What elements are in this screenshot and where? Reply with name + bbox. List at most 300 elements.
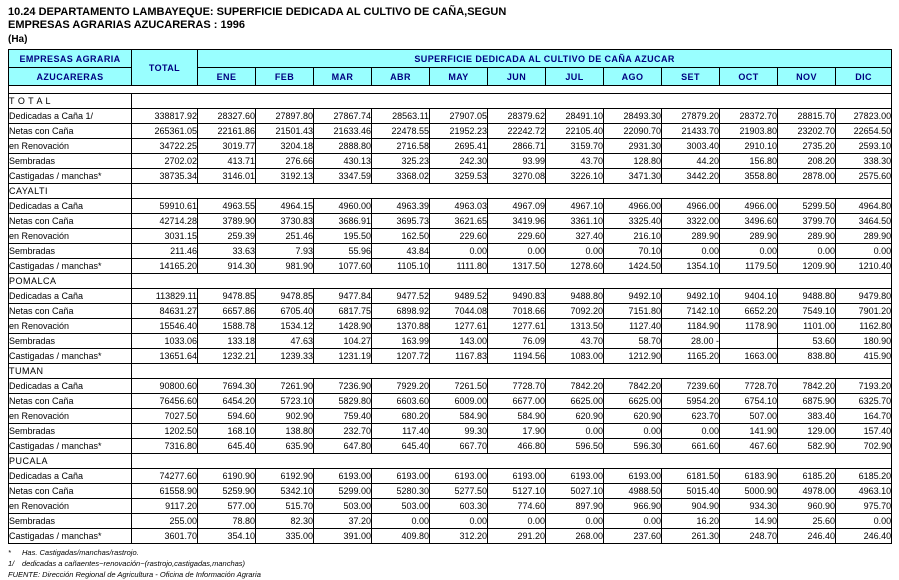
row-value-ene: 28327.60 — [198, 109, 256, 124]
group-label-total: T O T A L — [9, 94, 132, 109]
row-value-jun: 93.99 — [488, 154, 546, 169]
row-value-feb: 1534.12 — [256, 319, 314, 334]
row-value-set: 261.30 — [662, 529, 720, 544]
row-value-total: 61558.90 — [132, 484, 198, 499]
row-value-total: 74277.60 — [132, 469, 198, 484]
row-value-dic: 3464.50 — [836, 214, 892, 229]
header-month-mar: MAR — [314, 68, 372, 86]
row-value-ago: 0.00 — [604, 514, 662, 529]
row-value-jul: 9488.80 — [546, 289, 604, 304]
row-value-nov: 0.00 — [778, 244, 836, 259]
row-value-total: 90800.60 — [132, 379, 198, 394]
row-value-oct: 1663.00 — [720, 349, 778, 364]
row-value-feb: 515.70 — [256, 499, 314, 514]
row-value-mar: 27867.74 — [314, 109, 372, 124]
row-value-dic: 1210.40 — [836, 259, 892, 274]
row-value-jun: 28379.62 — [488, 109, 546, 124]
group-heading-row — [9, 454, 892, 469]
row-value-jul: 268.00 — [546, 529, 604, 544]
row-label: Netas con Caña — [9, 214, 132, 229]
header-month-abr: ABR — [372, 68, 430, 86]
row-value-jun: 466.80 — [488, 439, 546, 454]
row-value-ago: 620.90 — [604, 409, 662, 424]
data-table — [8, 49, 892, 544]
row-value-dic: 157.40 — [836, 424, 892, 439]
row-value-jun: 76.09 — [488, 334, 546, 349]
row-value-nov: 1209.90 — [778, 259, 836, 274]
row-value-total: 3601.70 — [132, 529, 198, 544]
row-value-total: 42714.28 — [132, 214, 198, 229]
row-value-nov: 53.60 — [778, 334, 836, 349]
table-row — [9, 319, 892, 334]
row-value-nov: 6875.90 — [778, 394, 836, 409]
table-row — [9, 439, 892, 454]
table-row — [9, 484, 892, 499]
table-row — [9, 169, 892, 184]
row-value-dic: 0.00 — [836, 244, 892, 259]
group-label-pucala: PUCALA — [9, 454, 132, 469]
row-value-ene: 33.63 — [198, 244, 256, 259]
row-value-may: 242.30 — [430, 154, 488, 169]
row-value-total: 13651.64 — [132, 349, 198, 364]
table-row — [9, 514, 892, 529]
group-fill — [132, 184, 892, 199]
header-month-oct: OCT — [720, 68, 778, 86]
row-value-oct: 289.90 — [720, 229, 778, 244]
table-row — [9, 349, 892, 364]
row-value-set: 21433.70 — [662, 124, 720, 139]
row-value-set: 9492.10 — [662, 289, 720, 304]
row-value-may: 312.20 — [430, 529, 488, 544]
row-value-total: 76456.60 — [132, 394, 198, 409]
row-label: Netas con Caña — [9, 124, 132, 139]
row-value-ago: 6625.00 — [604, 394, 662, 409]
row-value-jun: 229.60 — [488, 229, 546, 244]
row-value-ene: 9478.85 — [198, 289, 256, 304]
row-value-abr: 3695.73 — [372, 214, 430, 229]
row-value-oct: 6652.20 — [720, 304, 778, 319]
row-value-oct: 507.00 — [720, 409, 778, 424]
row-label: Netas con Caña — [9, 484, 132, 499]
header-col-empresas: EMPRESAS AGRARIA — [9, 50, 132, 68]
row-value-jul: 1083.00 — [546, 349, 604, 364]
row-value-dic: 2593.10 — [836, 139, 892, 154]
row-value-feb: 335.00 — [256, 529, 314, 544]
row-value-jul: 6625.00 — [546, 394, 604, 409]
row-value-may: 584.90 — [430, 409, 488, 424]
table-row — [9, 109, 892, 124]
row-value-abr: 503.00 — [372, 499, 430, 514]
row-value-jul: 1278.60 — [546, 259, 604, 274]
row-value-set: 6181.50 — [662, 469, 720, 484]
spacer-cell — [9, 86, 892, 94]
row-value-ene: 1588.78 — [198, 319, 256, 334]
table-row — [9, 139, 892, 154]
row-value-jun: 17.90 — [488, 424, 546, 439]
row-value-set: 661.60 — [662, 439, 720, 454]
row-value-dic: 6185.20 — [836, 469, 892, 484]
row-value-jun: 774.60 — [488, 499, 546, 514]
row-value-may: 7261.50 — [430, 379, 488, 394]
row-value-may: 6009.00 — [430, 394, 488, 409]
row-value-dic: 702.90 — [836, 439, 892, 454]
row-value-ene: 1232.21 — [198, 349, 256, 364]
row-value-ago: 4988.50 — [604, 484, 662, 499]
row-value-nov: 5299.50 — [778, 199, 836, 214]
row-value-nov: 7549.10 — [778, 304, 836, 319]
row-value-oct: 1178.90 — [720, 319, 778, 334]
row-label: Sembradas — [9, 154, 132, 169]
row-value-abr: 28563.11 — [372, 109, 430, 124]
row-value-abr: 645.40 — [372, 439, 430, 454]
row-value-jul: 3159.70 — [546, 139, 604, 154]
row-value-abr: 5280.30 — [372, 484, 430, 499]
row-value-feb: 5723.10 — [256, 394, 314, 409]
table-row — [9, 334, 892, 349]
row-value-nov: 289.90 — [778, 229, 836, 244]
row-label: Dedicadas a Caña — [9, 379, 132, 394]
row-value-oct: 1179.50 — [720, 259, 778, 274]
row-value-mar: 430.13 — [314, 154, 372, 169]
row-value-jul: 43.70 — [546, 334, 604, 349]
row-value-set: 5954.20 — [662, 394, 720, 409]
row-value-set: 28.00 - — [662, 334, 720, 349]
row-value-jun: 0.00 — [488, 514, 546, 529]
table-row — [9, 124, 892, 139]
row-value-feb: 1239.33 — [256, 349, 314, 364]
row-value-jul: 620.90 — [546, 409, 604, 424]
row-value-ago: 2931.30 — [604, 139, 662, 154]
row-value-ene: 5259.90 — [198, 484, 256, 499]
row-value-feb: 138.80 — [256, 424, 314, 439]
row-value-nov: 960.90 — [778, 499, 836, 514]
row-value-oct: 9404.10 — [720, 289, 778, 304]
row-value-abr: 117.40 — [372, 424, 430, 439]
row-value-oct: 248.70 — [720, 529, 778, 544]
table-row — [9, 469, 892, 484]
row-value-dic: 1162.80 — [836, 319, 892, 334]
row-value-mar: 2888.80 — [314, 139, 372, 154]
row-value-mar: 5829.80 — [314, 394, 372, 409]
group-fill — [132, 274, 892, 289]
table-row — [9, 154, 892, 169]
row-value-nov: 25.60 — [778, 514, 836, 529]
header-month-ago: AGO — [604, 68, 662, 86]
row-value-mar: 7236.90 — [314, 379, 372, 394]
row-value-feb: 902.90 — [256, 409, 314, 424]
row-value-abr: 680.20 — [372, 409, 430, 424]
row-value-dic: 180.90 — [836, 334, 892, 349]
row-value-mar: 6817.75 — [314, 304, 372, 319]
row-label: Netas con Caña — [9, 304, 132, 319]
row-value-abr: 22478.55 — [372, 124, 430, 139]
table-row — [9, 409, 892, 424]
group-fill — [132, 454, 892, 469]
row-value-nov: 383.40 — [778, 409, 836, 424]
row-value-abr: 6898.92 — [372, 304, 430, 319]
row-value-dic: 27823.00 — [836, 109, 892, 124]
table-row — [9, 529, 892, 544]
row-value-dic: 2575.60 — [836, 169, 892, 184]
table-body — [9, 86, 892, 544]
row-value-abr: 4963.39 — [372, 199, 430, 214]
row-value-oct: 6183.90 — [720, 469, 778, 484]
row-value-feb: 4964.15 — [256, 199, 314, 214]
row-value-set: 7239.60 — [662, 379, 720, 394]
row-value-ene: 168.10 — [198, 424, 256, 439]
footnote-asterisk-text: Has. Castigadas/manchas/rastrojo. — [22, 548, 139, 557]
row-value-ago: 3471.30 — [604, 169, 662, 184]
header-month-jun: JUN — [488, 68, 546, 86]
header-col-total: TOTAL — [132, 50, 198, 86]
row-label: en Renovación — [9, 229, 132, 244]
row-value-ene: 3146.01 — [198, 169, 256, 184]
row-value-abr: 6193.00 — [372, 469, 430, 484]
row-label: Sembradas — [9, 514, 132, 529]
row-value-total: 211.46 — [132, 244, 198, 259]
row-value-feb: 5342.10 — [256, 484, 314, 499]
row-value-ene: 4963.55 — [198, 199, 256, 214]
row-value-ago: 9492.10 — [604, 289, 662, 304]
row-value-may: 2695.41 — [430, 139, 488, 154]
row-value-may: 5277.50 — [430, 484, 488, 499]
row-value-abr: 1105.10 — [372, 259, 430, 274]
row-value-nov: 1101.00 — [778, 319, 836, 334]
row-value-set: 1184.90 — [662, 319, 720, 334]
row-value-oct: 2910.10 — [720, 139, 778, 154]
row-value-ene: 594.60 — [198, 409, 256, 424]
row-value-may: 603.30 — [430, 499, 488, 514]
row-value-mar: 104.27 — [314, 334, 372, 349]
row-value-total: 3031.15 — [132, 229, 198, 244]
row-label: Sembradas — [9, 334, 132, 349]
row-value-oct: 14.90 — [720, 514, 778, 529]
row-value-jun: 9490.83 — [488, 289, 546, 304]
row-label: Sembradas — [9, 424, 132, 439]
table-row — [9, 214, 892, 229]
row-value-may: 21952.23 — [430, 124, 488, 139]
row-value-abr: 43.84 — [372, 244, 430, 259]
row-value-total: 7316.80 — [132, 439, 198, 454]
row-label: Castigadas / manchas* — [9, 349, 132, 364]
row-value-oct: 3496.60 — [720, 214, 778, 229]
row-value-jul: 4967.10 — [546, 199, 604, 214]
row-value-set: 623.70 — [662, 409, 720, 424]
row-value-jul: 5027.10 — [546, 484, 604, 499]
row-value-total: 59910.61 — [132, 199, 198, 214]
table-header — [9, 50, 892, 86]
row-value-feb: 47.63 — [256, 334, 314, 349]
row-label: en Renovación — [9, 319, 132, 334]
row-value-may: 6193.00 — [430, 469, 488, 484]
row-value-total: 338817.92 — [132, 109, 198, 124]
row-value-ene: 6657.86 — [198, 304, 256, 319]
row-value-set: 1354.10 — [662, 259, 720, 274]
row-value-dic: 246.40 — [836, 529, 892, 544]
row-value-dic: 4964.80 — [836, 199, 892, 214]
row-value-ene: 22161.86 — [198, 124, 256, 139]
row-value-nov: 6185.20 — [778, 469, 836, 484]
row-value-ago: 596.30 — [604, 439, 662, 454]
row-label: Castigadas / manchas* — [9, 529, 132, 544]
row-value-abr: 1207.72 — [372, 349, 430, 364]
row-value-ene: 6454.20 — [198, 394, 256, 409]
row-value-set: 5015.40 — [662, 484, 720, 499]
row-value-ago: 237.60 — [604, 529, 662, 544]
header-month-ene: ENE — [198, 68, 256, 86]
row-value-jul: 7092.20 — [546, 304, 604, 319]
row-label: Sembradas — [9, 244, 132, 259]
row-value-ago: 7842.20 — [604, 379, 662, 394]
row-value-jul: 0.00 — [546, 244, 604, 259]
row-value-mar: 232.70 — [314, 424, 372, 439]
row-value-nov: 28815.70 — [778, 109, 836, 124]
row-value-feb: 276.66 — [256, 154, 314, 169]
row-value-jun: 2866.71 — [488, 139, 546, 154]
row-value-oct: 7728.70 — [720, 379, 778, 394]
row-value-ago: 1127.40 — [604, 319, 662, 334]
spacer-row — [9, 86, 892, 94]
row-value-dic: 7901.20 — [836, 304, 892, 319]
row-value-jul: 3226.10 — [546, 169, 604, 184]
row-value-ago: 70.10 — [604, 244, 662, 259]
row-value-feb: 635.90 — [256, 439, 314, 454]
row-label: en Renovación — [9, 499, 132, 514]
row-value-total: 84631.27 — [132, 304, 198, 319]
row-value-dic: 6325.70 — [836, 394, 892, 409]
row-value-may: 4963.03 — [430, 199, 488, 214]
row-value-oct: 156.80 — [720, 154, 778, 169]
row-value-jun: 291.20 — [488, 529, 546, 544]
row-value-jul: 43.70 — [546, 154, 604, 169]
row-value-set: 0.00 — [662, 244, 720, 259]
row-value-nov: 208.20 — [778, 154, 836, 169]
row-value-dic: 7193.20 — [836, 379, 892, 394]
row-value-mar: 6193.00 — [314, 469, 372, 484]
group-label-tuman: TUMAN — [9, 364, 132, 379]
row-value-ago: 6193.00 — [604, 469, 662, 484]
row-label: Dedicadas a Caña 1/ — [9, 109, 132, 124]
row-value-set: 27879.20 — [662, 109, 720, 124]
row-value-ago: 7151.80 — [604, 304, 662, 319]
row-value-dic: 415.90 — [836, 349, 892, 364]
group-label-cayalti: CAYALTI — [9, 184, 132, 199]
row-value-jul: 897.90 — [546, 499, 604, 514]
row-value-total: 1202.50 — [132, 424, 198, 439]
row-value-mar: 21633.46 — [314, 124, 372, 139]
row-value-ene: 133.18 — [198, 334, 256, 349]
header-col-azucareras: AZUCARERAS — [9, 68, 132, 86]
row-value-set: 3442.20 — [662, 169, 720, 184]
row-value-ago: 28493.30 — [604, 109, 662, 124]
row-value-feb: 3192.13 — [256, 169, 314, 184]
row-value-oct: 141.90 — [720, 424, 778, 439]
row-value-nov: 246.40 — [778, 529, 836, 544]
row-value-jul: 1313.50 — [546, 319, 604, 334]
row-value-mar: 4960.00 — [314, 199, 372, 214]
page-title — [8, 6, 891, 32]
row-label: Castigadas / manchas* — [9, 439, 132, 454]
row-value-jun: 0.00 — [488, 244, 546, 259]
row-value-may: 99.30 — [430, 424, 488, 439]
row-value-may: 3621.65 — [430, 214, 488, 229]
title-line-1: 10.24 DEPARTAMENTO LAMBAYEQUE: SUPERFICIE DEDICADA AL CULTIVO DE CAÑA,SEGUN — [8, 6, 507, 18]
row-value-dic: 0.00 — [836, 514, 892, 529]
row-value-mar: 55.96 — [314, 244, 372, 259]
row-value-ene: 78.80 — [198, 514, 256, 529]
row-value-abr: 6603.60 — [372, 394, 430, 409]
row-value-mar: 391.00 — [314, 529, 372, 544]
row-value-nov: 9488.80 — [778, 289, 836, 304]
row-value-oct: 21903.80 — [720, 124, 778, 139]
row-value-may: 667.70 — [430, 439, 488, 454]
table-row — [9, 424, 892, 439]
row-value-ene: 354.10 — [198, 529, 256, 544]
table-row — [9, 244, 892, 259]
row-value-jun: 584.90 — [488, 409, 546, 424]
row-value-total: 1033.06 — [132, 334, 198, 349]
row-value-jun: 3270.08 — [488, 169, 546, 184]
row-value-feb: 251.46 — [256, 229, 314, 244]
row-value-total: 7027.50 — [132, 409, 198, 424]
row-value-total: 15546.40 — [132, 319, 198, 334]
row-value-feb: 6705.40 — [256, 304, 314, 319]
row-value-dic: 289.90 — [836, 229, 892, 244]
row-label: Castigadas / manchas* — [9, 169, 132, 184]
row-value-jun: 5127.10 — [488, 484, 546, 499]
row-value-mar: 1231.19 — [314, 349, 372, 364]
row-value-mar: 3686.91 — [314, 214, 372, 229]
source-note: FUENTE: Dirección Regional de Agricultura - Oficina de Información Agraria — [8, 570, 261, 579]
row-value-oct: 6754.10 — [720, 394, 778, 409]
row-value-feb: 3730.83 — [256, 214, 314, 229]
row-value-ene: 259.39 — [198, 229, 256, 244]
group-fill — [132, 364, 892, 379]
row-value-ago: 58.70 — [604, 334, 662, 349]
row-value-ago: 128.80 — [604, 154, 662, 169]
row-value-ago: 216.10 — [604, 229, 662, 244]
row-value-set: 3322.00 — [662, 214, 720, 229]
header-month-may: MAY — [430, 68, 488, 86]
group-heading-row — [9, 184, 892, 199]
units-label: (Ha) — [8, 34, 28, 45]
row-value-abr: 162.50 — [372, 229, 430, 244]
row-value-jul: 327.40 — [546, 229, 604, 244]
group-heading-row — [9, 364, 892, 379]
row-value-may: 9489.52 — [430, 289, 488, 304]
row-value-oct: 5000.90 — [720, 484, 778, 499]
row-value-nov: 2735.20 — [778, 139, 836, 154]
row-value-jun: 3419.96 — [488, 214, 546, 229]
row-value-nov: 129.00 — [778, 424, 836, 439]
row-value-feb: 7.93 — [256, 244, 314, 259]
row-value-ene: 3019.77 — [198, 139, 256, 154]
row-value-ago: 1212.90 — [604, 349, 662, 364]
row-value-nov: 2878.00 — [778, 169, 836, 184]
group-heading-row — [9, 94, 892, 109]
row-value-abr: 1370.88 — [372, 319, 430, 334]
row-value-oct: 467.60 — [720, 439, 778, 454]
row-value-total: 255.00 — [132, 514, 198, 529]
row-value-may: 229.60 — [430, 229, 488, 244]
row-value-jun: 1277.61 — [488, 319, 546, 334]
row-value-may: 7044.08 — [430, 304, 488, 319]
row-value-ene: 914.30 — [198, 259, 256, 274]
row-value-mar: 759.40 — [314, 409, 372, 424]
row-value-may: 3259.53 — [430, 169, 488, 184]
header-month-dic: DIC — [836, 68, 892, 86]
row-value-dic: 338.30 — [836, 154, 892, 169]
